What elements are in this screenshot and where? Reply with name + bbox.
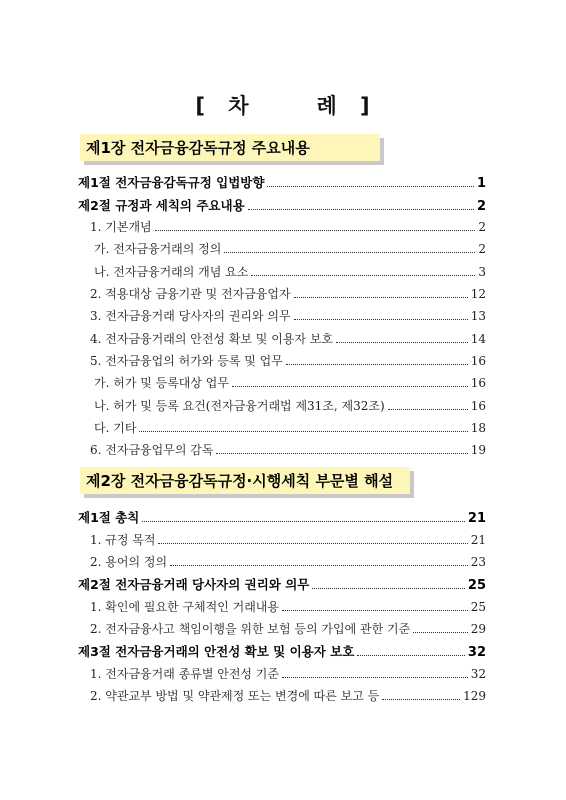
toc-entry-sub [78,330,486,352]
toc-entry-page-number: 16 [470,376,486,391]
toc-entry-sub [78,553,486,575]
toc-entry-label: 2. 약관교부 방법 및 약관제정 또는 변경에 따른 보고 등 [90,689,380,704]
toc-entry-section [78,173,486,196]
toc-entry-page-number: 21 [470,532,486,547]
dot-leader [413,632,468,633]
toc-entry-page-number: 14 [470,331,486,346]
toc-entry-page-number: 2 [478,242,486,257]
toc-entry-label: 2. 용어의 정의 [90,554,168,569]
toc-entry-subsub [78,374,486,396]
chapter-heading-2 [80,467,410,494]
toc-entry-label: 1. 전자금융거래 종류별 안전성 기준 [90,666,279,681]
toc-entry-section [78,575,486,598]
toc-entry-page-number: 13 [470,309,486,324]
toc-entry-sub [78,285,486,307]
toc-entry-label: 제2절 전자금융거래 당사자의 권리와 의무 [78,577,310,593]
toc-entry-label: 5. 전자금융업의 허가와 등록 및 업무 [90,353,283,368]
dot-leader [158,543,467,544]
toc-entry-subsub [78,240,486,262]
toc-entry-page-number: 16 [470,353,486,368]
toc-entry-sub [78,307,486,329]
toc-entry-label: 제2절 규정과 세칙의 주요내용 [78,197,245,213]
toc-entry-label: 가. 전자금융거래의 정의 [94,242,222,257]
dot-leader [248,209,474,210]
dot-leader [382,699,460,700]
toc-entry-label: 나. 허가 및 등록 요건(전자금융거래법 제31조, 제32조) [94,398,385,413]
toc-entry-label: 제1절 총칙 [78,510,140,525]
toc-entry-subsub [78,263,486,285]
toc-entry-sub [78,665,486,687]
toc-entry-sub [78,531,486,553]
toc-entry-sub [78,620,486,642]
toc-entry-subsub [78,419,486,441]
toc-entry-label: 3. 전자금융거래 당사자의 권리와 의무 [90,309,291,324]
toc-entry-sub [78,598,486,620]
toc-entry-section [78,196,486,219]
toc-entry-page-number: 29 [470,622,486,637]
dot-leader [282,677,468,678]
toc-entry-page-number: 25 [470,599,486,614]
toc-entry-subsub [78,397,486,419]
toc-list-chapter-2 [78,508,486,710]
toc-entry-page-number: 2 [478,220,486,235]
toc-entry-label: 2. 적용대상 금융기관 및 전자금융업자 [90,287,291,302]
toc-entry-page-number: 18 [470,420,486,435]
dot-leader [216,453,467,454]
toc-entry-label: 4. 전자금융거래의 안전성 확보 및 이용자 보호 [90,331,333,346]
dot-leader [294,319,468,320]
toc-entry-page-number: 12 [470,287,486,302]
dot-leader [170,565,468,566]
toc-entry-page-number: 23 [470,554,486,569]
dot-leader [282,610,468,611]
toc-entry-sub [78,687,486,709]
toc-entry-label: 2. 전자금융사고 책임이행을 위한 보험 등의 가입에 관한 기준 [90,622,411,637]
toc-entry-label: 제3절 전자금융거래의 안전성 확보 및 이용자 보호 [78,644,355,660]
toc-entry-sub [78,441,486,463]
dot-leader [312,588,465,589]
dot-leader [294,297,468,298]
dot-leader [155,230,476,231]
dot-leader [142,521,465,522]
chapter-title: 제1장 전자금융감독규정 주요내용 [86,139,310,157]
toc-entry-label: 제1절 전자금융감독규정 입법방향 [78,175,265,190]
chapter-title: 제2장 전자금융감독규정·시행세칙 부문별 해설 [86,472,394,490]
page-title: [ 차 례 ] [195,94,371,118]
toc-entry-page-number: 2 [476,198,486,214]
toc-entry-page-number: 1 [476,176,486,191]
toc-entry-label: 1. 규정 목적 [90,532,156,547]
dot-leader [286,364,468,365]
toc-entry-page-number: 129 [463,689,486,704]
toc-entry-label: 1. 확인에 필요한 구체적인 거래내용 [90,599,279,614]
toc-entry-sub [78,218,486,240]
toc-entry-page-number: 25 [467,578,486,594]
toc-entry-page-number: 32 [467,645,486,661]
toc-entry-page-number: 21 [467,511,486,526]
toc-entry-page-number: 19 [470,443,486,458]
toc-entry-sub [78,352,486,374]
toc-entry-page-number: 16 [470,398,486,413]
toc-entry-label: 다. 기타 [94,420,137,435]
dot-leader [336,342,468,343]
toc-entry-page-number: 32 [470,666,486,681]
dot-leader [388,409,468,410]
dot-leader [224,252,475,253]
dot-leader [251,275,475,276]
toc-entry-section [78,508,486,531]
toc-entry-label: 6. 전자금융업무의 감독 [90,443,214,458]
toc-entry-section [78,642,486,665]
dot-leader [357,655,465,656]
toc-entry-label: 나. 전자금융거래의 개념 요소 [94,264,249,279]
toc-list-chapter-1 [78,173,486,463]
chapter-heading-1 [80,134,380,161]
toc-entry-label: 1. 기본개념 [90,220,152,235]
dot-leader [267,186,474,187]
dot-leader [139,431,467,432]
toc-entry-page-number: 3 [478,264,486,279]
dot-leader [232,386,468,387]
toc-entry-label: 가. 허가 및 등록대상 업무 [94,376,229,391]
